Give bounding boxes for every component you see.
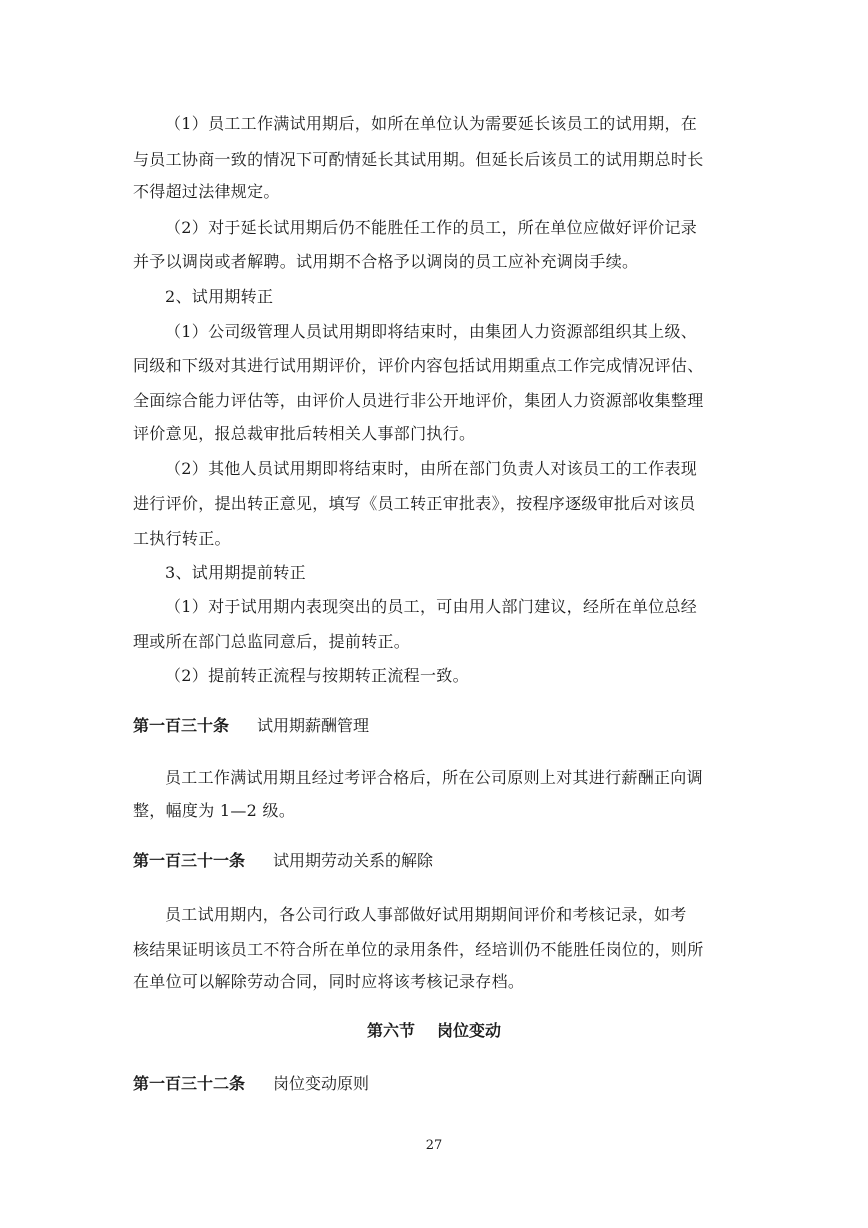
section-name: 岗位变动 <box>437 1021 502 1040</box>
paragraph-line: 员工试用期内，各公司行政人事部做好试用期期间评价和考核记录，如考 <box>165 905 687 924</box>
paragraph-line: 不得超过法律规定。 <box>133 182 280 201</box>
article-number: 第一百三十二条 <box>133 1074 246 1093</box>
section-number: 第六节 <box>366 1021 415 1040</box>
paragraph-line: 工执行转正。 <box>133 529 231 548</box>
paragraph-line: （1）公司级管理人员试用期即将结束时，由集团人力资源部组织其上级、 <box>165 322 698 341</box>
paragraph-line: 进行评价，提出转正意见，填写《员工转正审批表》，按程序逐级审批后对该员 <box>133 494 696 513</box>
paragraph-line: 理或所在部门总监同意后，提前转正。 <box>133 632 411 651</box>
paragraph-line: 员工工作满试用期且经过考评合格后，所在公司原则上对其进行薪酬正向调 <box>165 768 703 787</box>
paragraph-line: 评价意见，报总裁审批后转相关人事部门执行。 <box>133 424 476 443</box>
article-title: 试用期劳动关系的解除 <box>273 851 434 870</box>
paragraph-line: 核结果证明该员工不符合所在单位的录用条件，经培训仍不能胜任岗位的，则所 <box>133 940 704 959</box>
paragraph-line: （1）对于试用期内表现突出的员工，可由用人部门建议，经所在单位总经 <box>165 597 698 616</box>
subheading: 2、试用期转正 <box>165 287 274 306</box>
paragraph-line: （1）员工工作满试用期后，如所在单位认为需要延长该员工的试用期，在 <box>165 114 698 133</box>
article-title: 试用期薪酬管理 <box>257 716 370 735</box>
paragraph-line: 同级和下级对其进行试用期评价，评价内容包括试用期重点工作完成情况评估、 <box>133 356 704 375</box>
section-title <box>0 1021 868 1041</box>
article-title: 岗位变动原则 <box>273 1074 370 1093</box>
article-number: 第一百三十一条 <box>133 851 246 870</box>
paragraph-line: 全面综合能力评估等，由评价人员进行非公开地评价，集团人力资源部收集整理 <box>133 391 704 410</box>
page-number: 27 <box>425 1138 443 1153</box>
paragraph-line: 并予以调岗或者解聘。试用期不合格予以调岗的员工应补充调岗手续。 <box>133 252 639 271</box>
article-heading <box>133 716 369 736</box>
article-heading <box>133 851 433 871</box>
subheading: 3、试用期提前转正 <box>165 563 306 582</box>
paragraph-line: 与员工协商一致的情况下可酌情延长其试用期。但延长后该员工的试用期总时长 <box>133 150 704 169</box>
paragraph-line: （2）其他人员试用期即将结束时，由所在部门负责人对该员工的工作表现 <box>165 459 698 478</box>
paragraph-line: （2）对于延长试用期后仍不能胜任工作的员工，所在单位应做好评价记录 <box>165 218 698 237</box>
article-heading <box>133 1074 369 1094</box>
paragraph-line: （2）提前转正流程与按期转正流程一致。 <box>165 666 469 685</box>
article-number: 第一百三十条 <box>133 716 230 735</box>
paragraph-line: 在单位可以解除劳动合同，同时应将该考核记录存档。 <box>133 972 525 991</box>
paragraph-line: 整，幅度为 1—2 级。 <box>133 801 296 820</box>
